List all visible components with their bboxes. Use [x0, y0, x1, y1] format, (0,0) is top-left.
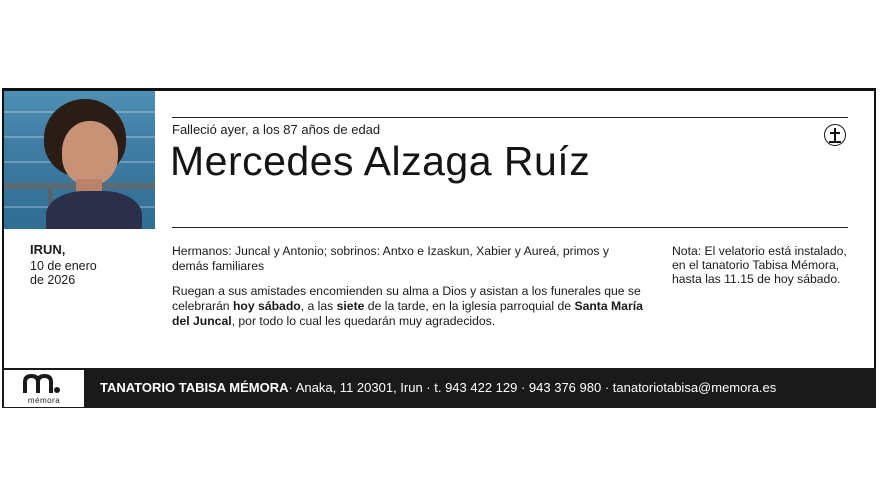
notice-text-2: , a las — [300, 299, 337, 313]
funeral-notice — [172, 284, 647, 329]
date-line-2: de 2026 — [30, 273, 76, 287]
city: IRUN, — [30, 242, 66, 257]
deceased-name: Mercedes Alzaga Ruíz — [170, 138, 591, 184]
company-details: · Anaka, 11 20301, Irun · t. 943 422 129 · 943 376 980 · tanatoriotabisa@memora.es — [288, 380, 777, 395]
notice-time: siete — [336, 299, 365, 313]
notice-church: Santa María del Juncal — [172, 299, 643, 328]
date-line-1: 10 de enero — [30, 259, 97, 273]
death-date — [30, 259, 140, 287]
notice-text-1: Ruegan a sus amistades encomienden su alma a Dios y asistan a los funerales que se celebrarán — [172, 284, 641, 313]
middle-divider — [172, 227, 848, 228]
notice-text-3: de la tarde, en la iglesia parroquial de — [364, 299, 575, 313]
company-name: TANATORIO TABISA MÉMORA — [100, 380, 289, 395]
wake-note: Nota: El velatorio está instalado, en el tanatorio Tabisa Mémora, hasta las 11.15 de hoy sábado. — [672, 244, 847, 286]
top-divider — [172, 117, 848, 118]
cross-icon — [824, 124, 846, 146]
portrait-photo — [4, 91, 155, 229]
footer-info — [100, 380, 776, 395]
notice-text-4: , por todo lo cual les quedarán muy agradecidos. — [231, 314, 496, 328]
cross-base — [829, 141, 841, 143]
memora-logo-icon — [22, 374, 62, 394]
family-list: Hermanos: Juncal y Antonio; sobrinos: Antxo e Izaskun, Xabier y Aureá, primos y demás familiares — [172, 244, 609, 273]
age-line: Falleció ayer, a los 87 años de edad — [172, 122, 381, 137]
notice-day: hoy sábado — [232, 299, 301, 313]
logo-wordmark: mémora — [27, 396, 61, 405]
